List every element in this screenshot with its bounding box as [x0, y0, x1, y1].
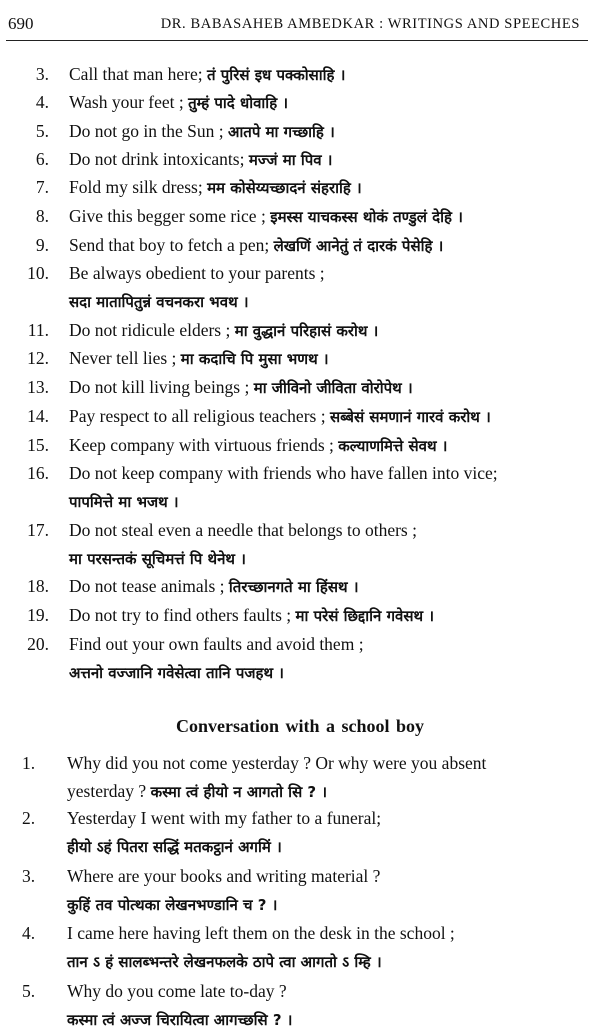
item-line [69, 259, 325, 288]
item-number: 11. [27, 320, 49, 340]
item-line [67, 947, 382, 976]
english-text: Do not go in the Sun ; [69, 121, 228, 141]
item-number: 14. [27, 406, 49, 426]
english-text: Do not try to find others faults ; [69, 605, 296, 625]
item-number: 6. [35, 149, 49, 169]
english-text: Give this begger some rice ; [69, 206, 271, 226]
item-number: 8. [35, 206, 49, 226]
pali-text: तिरच्छानगते मा हिंसथ । [228, 578, 359, 596]
item-number: 13. [27, 377, 49, 397]
item-line [69, 431, 448, 460]
item-line [69, 344, 329, 373]
english-text: Keep company with virtuous friends ; [69, 435, 339, 455]
item-line [69, 287, 249, 316]
pali-text: कस्मा त्वं हीयो न आगतो सि ? । [150, 783, 328, 801]
item-line [69, 658, 284, 687]
english-text: Do not kill living beings ; [69, 377, 254, 397]
item-line [69, 316, 378, 345]
item-number: 4. [35, 92, 49, 112]
item-number: 10. [27, 263, 49, 283]
item-line [67, 832, 282, 861]
item-line [69, 402, 491, 431]
pali-text: तान ऽ हं सालब्भन्तरे लेखनफलके ठापे त्वा आगतो ऽ म्हि । [67, 953, 382, 971]
pali-text: सदा मातापितुन्नं वचनकरा भवथ । [69, 293, 249, 311]
page-header [0, 14, 600, 40]
pali-text: मा परेसं छिद्दानि गवेसथ । [295, 607, 435, 625]
pali-text: मा परसन्तकं सूचिमत्तं पि थेनेथ । [69, 550, 246, 568]
item-number: 15. [27, 435, 49, 455]
item-line [67, 977, 287, 1006]
english-text: Why did you not come yesterday ? Or why were you absent [67, 753, 487, 773]
english-text: Be always obedient to your parents ; [69, 263, 325, 283]
pali-text: कस्मा त्वं अज्ज चिरायित्वा आगच्छसि ? । [67, 1011, 293, 1029]
pali-text: कुहिं तव पोत्थका लेखनभण्डानि च ? । [67, 896, 278, 914]
item-number: 5. [22, 981, 36, 1001]
item-number: 19. [27, 605, 49, 625]
section-title: Conversation with a school boy [175, 716, 425, 736]
pali-text: इमस्स याचकस्स थोकं तण्डुलं देहि । [270, 208, 463, 226]
item-line [69, 202, 463, 231]
header-rule [6, 40, 588, 41]
english-text: Call that man here; [69, 64, 208, 84]
pali-text: मा वुद्धानं परिहासं करोथ । [234, 322, 379, 340]
item-line [69, 88, 288, 117]
item-line [69, 459, 498, 488]
item-line [67, 890, 277, 919]
english-text: Yesterday I went with my father to a funeral; [67, 808, 382, 828]
english-text: Fold my silk dress; [69, 177, 208, 197]
item-number: 1. [22, 753, 36, 773]
item-number: 3. [35, 64, 49, 84]
item-number: 20. [27, 634, 49, 654]
pali-text: हीयो ऽहं पितरा सद्धिं मतकट्ठानं अगमिं । [67, 838, 282, 856]
pali-text: लेखणिं आनेतुं तं दारकं पेसेहि । [273, 237, 444, 255]
pali-text: तं पुरिसं इध पक्कोसाहि । [207, 66, 346, 84]
pali-text: अत्तनो वज्जानि गवेसेत्वा तानि पजहथ । [69, 664, 284, 682]
item-line [69, 544, 246, 573]
item-number: 2. [22, 808, 36, 828]
item-number: 7. [35, 177, 49, 197]
item-number: 18. [27, 576, 49, 596]
item-number: 3. [22, 866, 36, 886]
english-text: Do not steal even a needle that belongs to others ; [69, 520, 417, 540]
item-line [69, 173, 362, 202]
pali-text: सब्बेसं समणानं गारवं करोथ । [329, 408, 491, 426]
english-text: Do not keep company with friends who have fallen into vice; [69, 463, 498, 483]
item-line [69, 373, 413, 402]
english-text: Why do you come late to-day ? [67, 981, 287, 1001]
pali-text: कल्याणमित्ते सेवथ । [338, 437, 448, 455]
item-line [69, 487, 179, 516]
pali-text: मा जीविनो जीविता वोरोपेथ । [253, 379, 413, 397]
item-number: 17. [27, 520, 49, 540]
item-line [69, 516, 417, 545]
item-line [67, 1005, 292, 1034]
english-text: I came here having left them on the desk in the school ; [67, 923, 455, 943]
item-line [69, 630, 364, 659]
pali-text: मज्जं मा पिव । [248, 151, 333, 169]
item-line [67, 804, 381, 833]
english-text: yesterday ? [67, 781, 151, 801]
english-text: Do not drink intoxicants; [69, 149, 249, 169]
item-line [69, 572, 359, 601]
pali-text: मा कदाचि पि मुसा भणथ । [180, 350, 329, 368]
english-text: Wash your feet ; [69, 92, 189, 112]
item-number: 9. [35, 235, 49, 255]
english-text: Never tell lies ; [69, 348, 181, 368]
pali-text: मम कोसेय्यच्छादनं संहराहि । [207, 179, 362, 197]
english-text: Do not ridicule elders ; [69, 320, 235, 340]
english-text: Do not tease animals ; [69, 576, 229, 596]
page-number: 690 [8, 14, 34, 33]
item-line [69, 601, 434, 630]
english-text: Pay respect to all religious teachers ; [69, 406, 330, 426]
item-number: 16. [27, 463, 49, 483]
pali-text: आतपे मा गच्छाहि । [227, 123, 335, 141]
pali-text: तुम्हं पादे धोवाहि । [188, 94, 289, 112]
item-line [69, 117, 335, 146]
item-line [67, 749, 486, 778]
item-line [69, 231, 443, 260]
english-text: Find out your own faults and avoid them ; [69, 634, 364, 654]
item-number: 12. [27, 348, 49, 368]
item-line [69, 145, 333, 174]
item-line [67, 862, 380, 891]
item-line [67, 919, 455, 948]
item-number: 5. [35, 121, 49, 141]
running-head: DR. BABASAHEB AMBEDKAR : WRITINGS AND SPEECHES [160, 16, 580, 32]
english-text: Where are your books and writing material ? [67, 866, 381, 886]
item-line [69, 60, 345, 89]
item-number: 4. [22, 923, 36, 943]
pali-text: पापमित्ते मा भजथ । [69, 493, 179, 511]
item-line [67, 777, 327, 806]
english-text: Send that boy to fetch a pen; [69, 235, 274, 255]
